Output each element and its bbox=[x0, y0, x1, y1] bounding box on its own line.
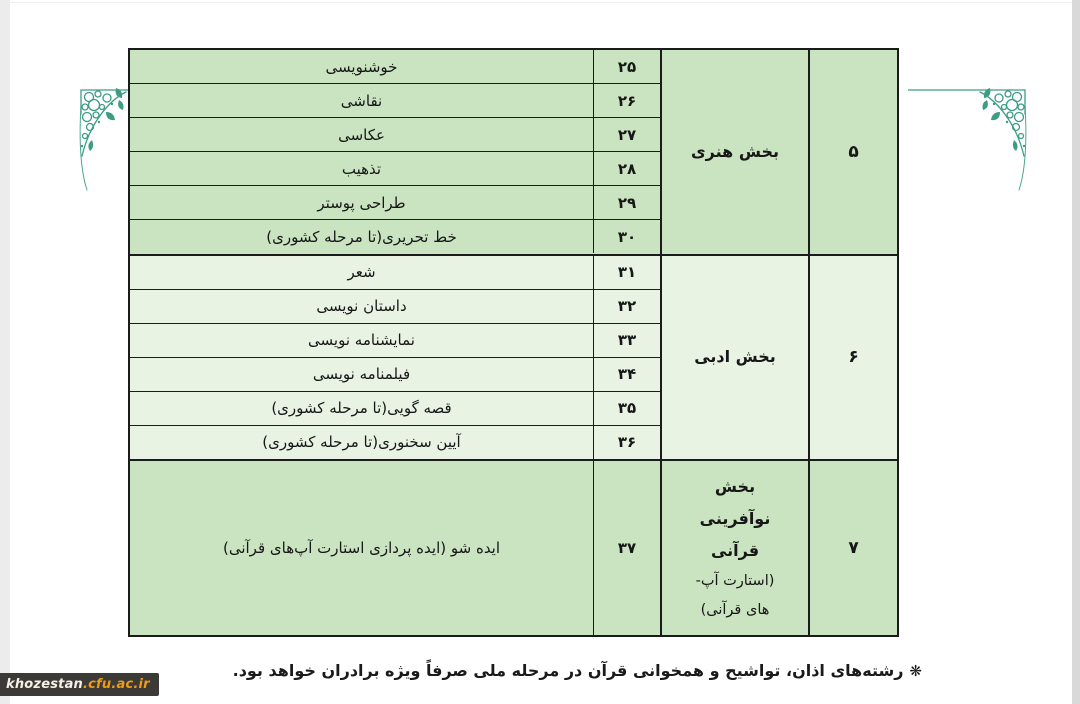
discipline-name: خط تحریری(تا مرحله کشوری) bbox=[266, 227, 457, 246]
discipline-number: ۲۶ bbox=[593, 84, 660, 117]
discipline-name: ایده شو (ایده پردازی استارت آپ‌های قرآنی) bbox=[222, 539, 501, 557]
discipline-number: ۲۵ bbox=[593, 50, 660, 83]
section-title bbox=[660, 461, 808, 635]
discipline-name: خوشنویسی bbox=[325, 57, 398, 76]
discipline-number: ۳۱ bbox=[593, 256, 660, 289]
discipline-number: ۳۲ bbox=[593, 290, 660, 323]
discipline-number: ۳۳ bbox=[593, 324, 660, 357]
discipline-row bbox=[130, 185, 660, 219]
discipline-row bbox=[130, 117, 660, 151]
section-۵ bbox=[130, 50, 897, 254]
discipline-number: ۳۴ bbox=[593, 358, 660, 391]
discipline-name: شعر bbox=[347, 263, 376, 282]
section-number: ۶ bbox=[808, 256, 897, 460]
watermark-site-name: khozestan bbox=[6, 677, 83, 692]
discipline-row bbox=[130, 461, 660, 635]
corner-flourish-right-icon bbox=[908, 84, 1032, 192]
discipline-name: قصه گویی(تا مرحله کشوری) bbox=[271, 399, 452, 418]
discipline-row bbox=[130, 289, 660, 323]
discipline-number: ۲۸ bbox=[593, 152, 660, 185]
section-۷ bbox=[130, 459, 897, 635]
discipline-row bbox=[130, 83, 660, 117]
discipline-name: داستان نویسی bbox=[316, 297, 407, 316]
discipline-row bbox=[130, 50, 660, 83]
discipline-row bbox=[130, 151, 660, 185]
corner-flourish-left-icon bbox=[74, 84, 130, 192]
discipline-number: ۳۷ bbox=[593, 461, 660, 635]
footer-note-text: رشته‌های اذان، تواشیح و همخوانی قرآن در مرحله ملی صرفاً ویژه برادران خواهد بود. bbox=[232, 661, 904, 680]
page-top-edge bbox=[10, 2, 1072, 3]
section-۶ bbox=[130, 254, 897, 460]
section-rows bbox=[130, 256, 660, 460]
asterisk-flower-icon: ❋ bbox=[909, 662, 922, 680]
page-right-edge bbox=[1072, 0, 1080, 704]
page-left-edge bbox=[0, 0, 10, 704]
disciplines-table bbox=[128, 48, 899, 637]
discipline-name: فیلمنامه نویسی bbox=[312, 365, 411, 384]
section-title-line: بخش هنری bbox=[691, 141, 779, 161]
discipline-name: عکاسی bbox=[338, 125, 385, 144]
discipline-number: ۳۰ bbox=[593, 220, 660, 253]
discipline-number: ۲۹ bbox=[593, 186, 660, 219]
discipline-name: آیین سخنوری(تا مرحله کشوری) bbox=[262, 433, 461, 452]
section-rows bbox=[130, 50, 660, 254]
discipline-row bbox=[130, 391, 660, 425]
section-subtitle-line: های قرآنی) bbox=[700, 602, 770, 618]
watermark-domain: .cfu.ac.ir bbox=[83, 677, 150, 692]
section-title-line: بخش ادبی bbox=[694, 347, 776, 367]
discipline-row bbox=[130, 323, 660, 357]
discipline-row bbox=[130, 256, 660, 289]
discipline-name: تذهیب bbox=[341, 159, 382, 178]
discipline-name: نقاشی bbox=[340, 91, 383, 110]
discipline-row bbox=[130, 219, 660, 253]
section-title bbox=[660, 256, 808, 460]
discipline-name: طراحی پوستر bbox=[317, 193, 406, 212]
section-title-line: بخش bbox=[714, 477, 756, 496]
section-number: ۵ bbox=[808, 50, 897, 254]
section-title bbox=[660, 50, 808, 254]
discipline-row bbox=[130, 357, 660, 391]
section-title-line: نوآفرینی bbox=[699, 509, 771, 528]
discipline-number: ۳۶ bbox=[593, 426, 660, 459]
section-subtitle-line: (استارت آپ- bbox=[695, 573, 775, 589]
section-number: ۷ bbox=[808, 461, 897, 635]
discipline-number: ۲۷ bbox=[593, 118, 660, 151]
footer-note bbox=[233, 661, 922, 680]
discipline-number: ۳۵ bbox=[593, 392, 660, 425]
section-title-line: قرآنی bbox=[710, 541, 760, 560]
discipline-row bbox=[130, 425, 660, 459]
section-rows bbox=[130, 461, 660, 635]
discipline-name: نمایشنامه نویسی bbox=[308, 331, 415, 350]
site-watermark bbox=[0, 673, 159, 696]
